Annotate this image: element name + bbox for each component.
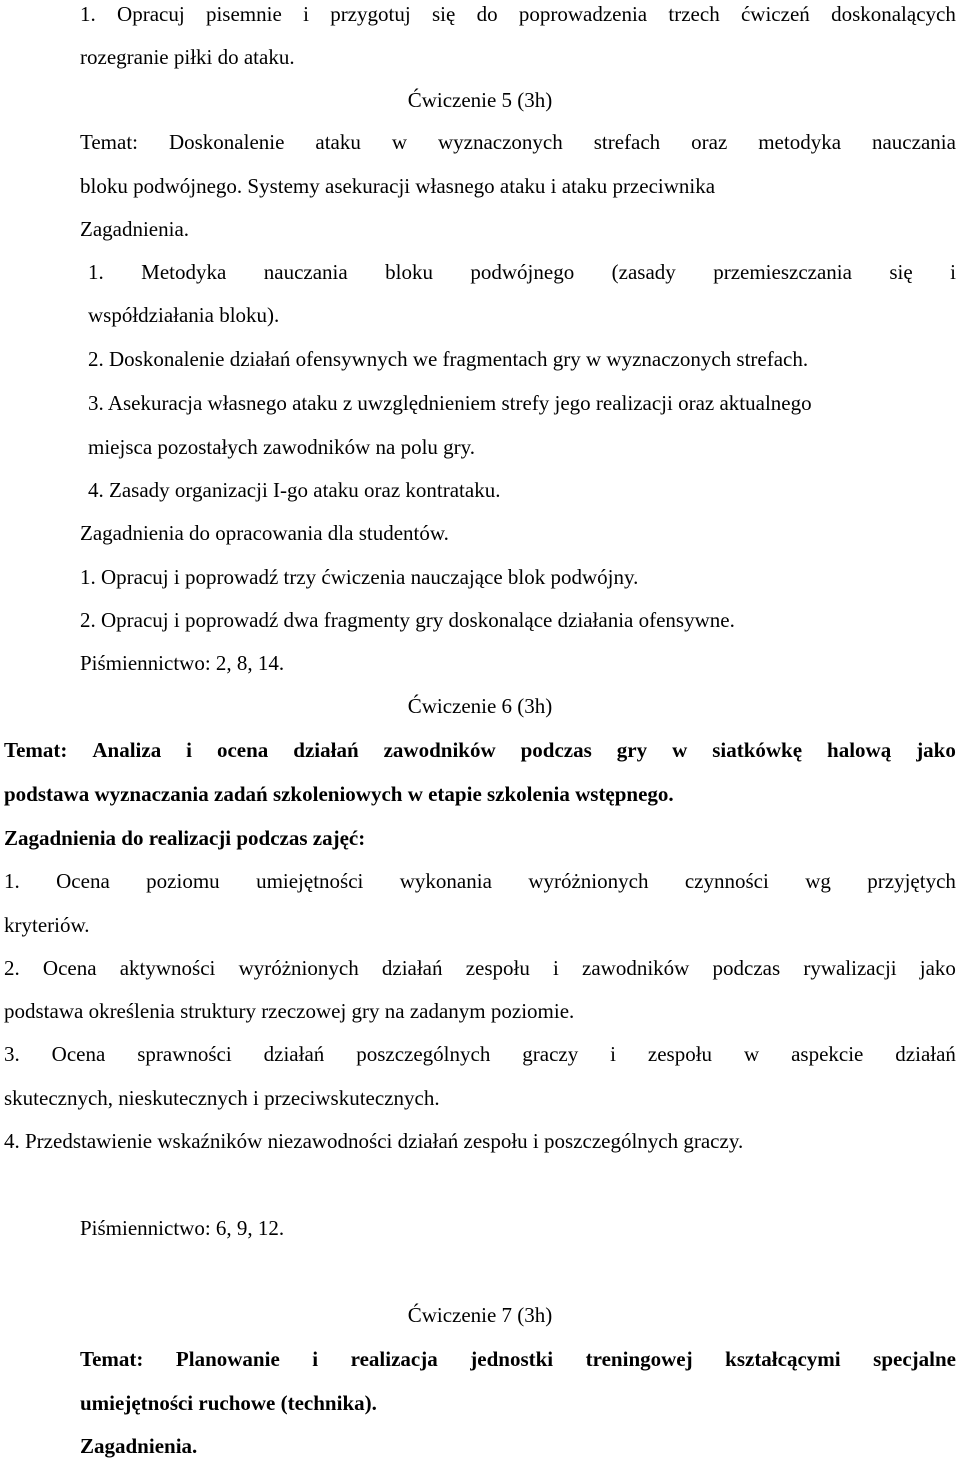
- word: ataku: [315, 130, 361, 154]
- word: aktywności: [119, 956, 216, 980]
- word: działań: [381, 956, 443, 980]
- word: doskonalących: [831, 2, 956, 26]
- word: poszczególnych: [356, 1042, 491, 1066]
- intro-line-2: rozegranie piłki do ataku.: [80, 45, 295, 69]
- word: i: [312, 1347, 319, 1371]
- word: wyróżnionych: [528, 869, 649, 893]
- word: trzech: [668, 2, 720, 26]
- word: specjalne: [873, 1347, 956, 1371]
- exercise-5-issue-2: 2. Doskonalenie działań ofensywnych we fragmentach gry w wyznaczonych strefach.: [88, 347, 809, 371]
- word: aspekcie: [791, 1042, 864, 1066]
- exercise-6-issues-label: Zagadnienia do realizacji podczas zajęć:: [4, 826, 366, 850]
- word: w: [672, 738, 688, 762]
- word: jako: [919, 956, 956, 980]
- word: jednostki: [470, 1347, 554, 1371]
- word: kształcącymi: [725, 1347, 841, 1371]
- word: działań: [293, 738, 359, 762]
- word: Temat:: [80, 130, 139, 154]
- word: Ocena: [56, 869, 110, 893]
- word: rywalizacji: [803, 956, 897, 980]
- exercise-7-topic-line-1: [80, 1347, 956, 1371]
- exercise-7-topic-line-2: umiejętności ruchowe (technika).: [80, 1391, 377, 1415]
- word: umiejętności: [256, 869, 364, 893]
- word: siatkówkę: [712, 738, 803, 762]
- word: i: [610, 1042, 616, 1066]
- exercise-7-heading: Ćwiczenie 7 (3h): [407, 1303, 553, 1327]
- word: wykonania: [399, 869, 492, 893]
- word: strefach: [593, 130, 661, 154]
- exercise-5-issue-1-line-1: [88, 260, 956, 284]
- word: gry: [616, 738, 648, 762]
- word: (zasady: [611, 260, 676, 284]
- word: w: [743, 1042, 760, 1066]
- word: działań: [263, 1042, 325, 1066]
- word: halową: [827, 738, 892, 762]
- word: 1.: [88, 260, 104, 284]
- word: realizacja: [350, 1347, 438, 1371]
- exercise-5-issue-3-line-1: 3. Asekuracja własnego ataku z uwzględnieniem strefy jego realizacji oraz aktualnego: [88, 391, 812, 415]
- word: zespołu: [647, 1042, 713, 1066]
- word: Doskonalenie: [168, 130, 285, 154]
- exercise-6-heading: Ćwiczenie 6 (3h): [407, 694, 553, 718]
- word: w: [391, 130, 408, 154]
- exercise-6-issue-1-line-2: kryteriów.: [4, 913, 90, 937]
- word: i: [553, 956, 559, 980]
- word: działań: [895, 1042, 956, 1066]
- exercise-6-issue-1-line-1: [4, 869, 956, 893]
- word: podczas: [712, 956, 781, 980]
- word: 3.: [4, 1042, 20, 1066]
- word: Temat:: [80, 1347, 144, 1371]
- word: przemieszczania: [713, 260, 852, 284]
- word: treningowej: [585, 1347, 693, 1371]
- exercise-6-issue-2-line-1: [4, 956, 956, 980]
- exercise-5-topic-line-2: bloku podwójnego. Systemy asekuracji własnego ataku i ataku przeciwnika: [80, 174, 716, 198]
- word: Planowanie: [175, 1347, 280, 1371]
- word: 2.: [4, 956, 20, 980]
- word: bloku: [385, 260, 433, 284]
- exercise-5-issue-1-line-2: współdziałania bloku).: [88, 303, 280, 327]
- word: Opracuj: [117, 2, 185, 26]
- exercise-5-issue-3-line-2: miejsca pozostałych zawodników na polu gry.: [88, 435, 476, 459]
- word: wyznaczonych: [437, 130, 563, 154]
- word: Ocena: [42, 956, 97, 980]
- intro-line-1: [80, 2, 956, 26]
- exercise-5-heading: Ćwiczenie 5 (3h): [407, 88, 553, 112]
- word: zawodników: [383, 738, 496, 762]
- word: Temat:: [4, 738, 68, 762]
- word: się: [889, 260, 913, 284]
- word: i: [186, 738, 193, 762]
- exercise-5-students-label: Zagadnienia do opracowania dla studentów.: [80, 521, 449, 545]
- word: się: [431, 2, 456, 26]
- word: do: [476, 2, 498, 26]
- word: podwójnego: [470, 260, 575, 284]
- word: metodyka: [758, 130, 842, 154]
- exercise-6-issue-2-line-2: podstawa określenia struktury rzeczowej gry na zadanym poziomie.: [4, 999, 575, 1023]
- exercise-5-topic-line-1: [80, 130, 956, 154]
- exercise-5-issue-4: 4. Zasady organizacji I-go ataku oraz kontrataku.: [88, 478, 501, 502]
- exercise-5-student-task-2: 2. Opracuj i poprowadź dwa fragmenty gry doskonalące działania ofensywne.: [80, 608, 735, 632]
- word: przygotuj: [330, 2, 411, 26]
- word: Ocena: [51, 1042, 106, 1066]
- word: oraz: [691, 130, 728, 154]
- exercise-6-issue-4: 4. Przedstawienie wskaźników niezawodności działań zespołu i poszczególnych graczy.: [4, 1129, 744, 1153]
- word: wg: [805, 869, 831, 893]
- word: Metodyka: [141, 260, 227, 284]
- word: jako: [916, 738, 956, 762]
- word: poprowadzenia: [518, 2, 648, 26]
- word: ocena: [216, 738, 269, 762]
- word: ćwiczeń: [740, 2, 810, 26]
- word: 1.: [4, 869, 20, 893]
- word: 1.: [80, 2, 96, 26]
- word: nauczania: [263, 260, 348, 284]
- word: i: [950, 260, 956, 284]
- exercise-6-literature: Piśmiennictwo: 6, 9, 12.: [80, 1216, 285, 1240]
- word: zawodników: [582, 956, 690, 980]
- word: pisemnie: [205, 2, 282, 26]
- exercise-6-issue-3-line-1: [4, 1042, 956, 1066]
- exercise-6-issue-3-line-2: skutecznych, nieskutecznych i przeciwskutecznych.: [4, 1086, 440, 1110]
- word: przyjętych: [867, 869, 956, 893]
- word: zespołu: [465, 956, 530, 980]
- exercise-5-student-task-1: 1. Opracuj i poprowadź trzy ćwiczenia nauczające blok podwójny.: [80, 565, 639, 589]
- word: Analiza: [92, 738, 162, 762]
- word: podczas: [520, 738, 592, 762]
- exercise-5-issues-label: Zagadnienia.: [80, 217, 190, 241]
- word: czynności: [684, 869, 769, 893]
- exercise-6-topic-line-1: [4, 738, 956, 762]
- word: i: [303, 2, 309, 26]
- word: wyróżnionych: [238, 956, 359, 980]
- word: graczy: [522, 1042, 579, 1066]
- word: sprawności: [137, 1042, 232, 1066]
- exercise-6-topic-line-2: podstawa wyznaczania zadań szkoleniowych w etapie szkolenia wstępnego.: [4, 782, 674, 806]
- exercise-5-literature: Piśmiennictwo: 2, 8, 14.: [80, 651, 285, 675]
- word: nauczania: [871, 130, 956, 154]
- word: poziomu: [146, 869, 220, 893]
- exercise-7-issues-label: Zagadnienia.: [80, 1434, 198, 1458]
